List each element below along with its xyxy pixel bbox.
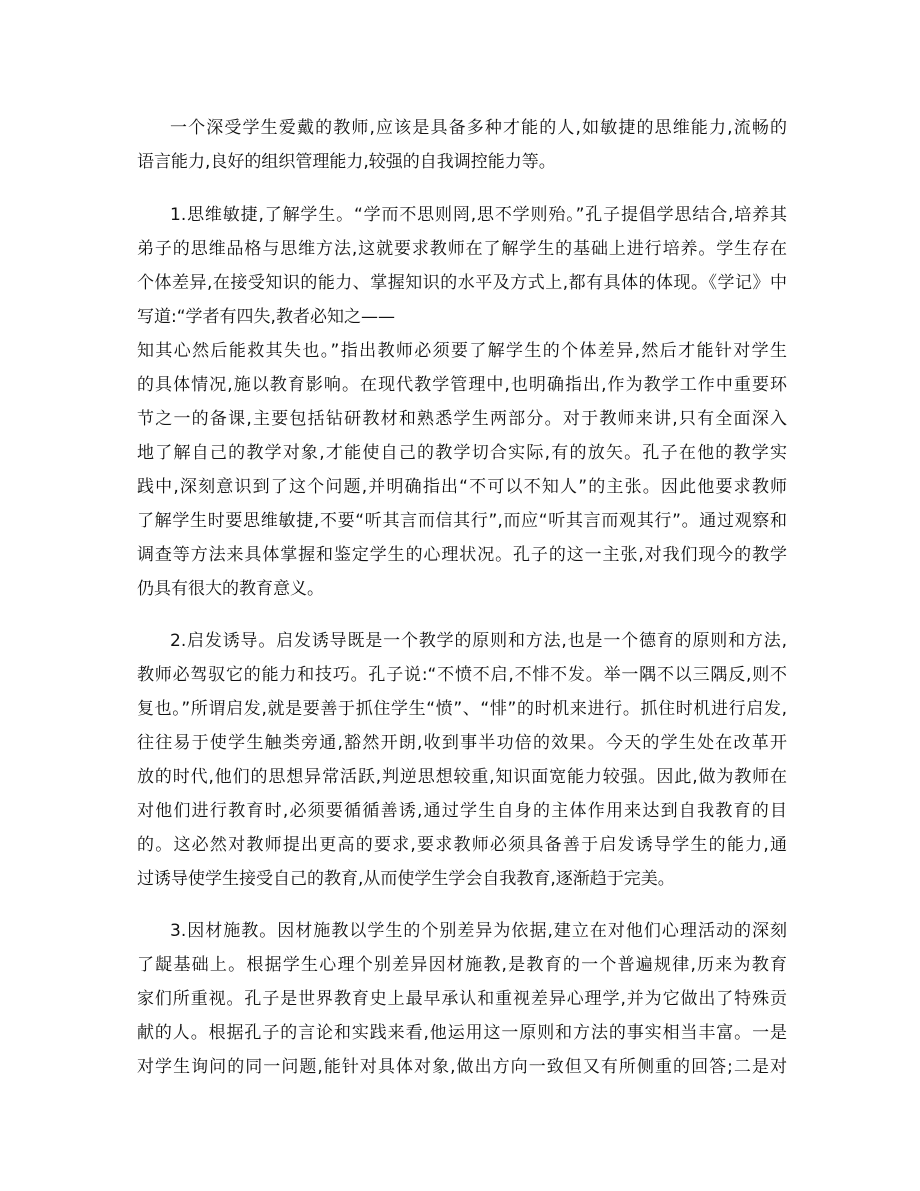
paragraph-4-line-5: 对学生询问的同一问题,能针对具体对象,做出方向一致但又有所侧重的回答;二是对 <box>137 1057 787 1077</box>
paragraph-3-line-7: 的。这必然对教师提出更高的要求,要求教师必须具备善于启发诱导学生的能力,通 <box>137 835 787 855</box>
paragraph-2-line-5: 知其心然后能救其失也。”指出教师必须要了解学生的个体差异,然后才能针对学生 <box>137 341 787 361</box>
paragraph-3-line-1: 2.启发诱导。启发诱导既是一个教学的原则和方法,也是一个德育的原则和方法, <box>170 631 787 651</box>
paragraph-3-line-6: 对他们进行教育时,必须要循循善诱,通过学生自身的主体作用来达到自我教育的目 <box>137 801 787 821</box>
paragraph-3-line-5: 放的时代,他们的思想异常活跃,判逆思想较重,知识面宽能力较强。因此,做为教师在 <box>137 767 787 787</box>
paragraph-2-line-10: 了解学生时要思维敏捷,不要“听其言而信其行”,而应“听其言而观其行”。通过观察和 <box>137 511 787 531</box>
paragraph-2-line-12: 仍具有很大的教育意义。 <box>137 579 324 599</box>
paragraph-2-line-4: 写道:“学者有四失,教者必知之—— <box>137 307 395 327</box>
paragraph-1-line-2: 语言能力,良好的组织管理能力,较强的自我调控能力等。 <box>137 152 556 172</box>
paragraph-4-line-4: 献的人。根据孔子的言论和实践来看,他运用这一原则和方法的事实相当丰富。一是 <box>137 1023 787 1043</box>
paragraph-3-line-2: 教师必驾驭它的能力和技巧。孔子说:“不愤不启,不悱不发。举一隅不以三隅反,则不 <box>137 665 787 685</box>
paragraph-2-line-3: 个体差异,在接受知识的能力、掌握知识的水平及方式上,都有具体的体现。《学记》中 <box>137 273 787 293</box>
paragraph-4-line-3: 家们所重视。孔子是世界教育史上最早承认和重视差异心理学,并为它做出了特殊贡 <box>137 989 787 1009</box>
paragraph-2-line-8: 地了解自己的教学对象,才能使自己的教学切合实际,有的放矢。孔子在他的教学实 <box>137 443 787 463</box>
paragraph-1-line-1: 一个深受学生爱戴的教师,应该是具备多种才能的人,如敏捷的思维能力,流畅的 <box>170 118 787 138</box>
paragraph-2-line-7: 节之一的备课,主要包括钻研教材和熟悉学生两部分。对于教师来讲,只有全面深入 <box>137 409 787 429</box>
paragraph-4-line-1: 3.因材施教。因材施教以学生的个别差异为依据,建立在对他们心理活动的深刻 <box>170 921 787 941</box>
paragraph-4-line-2: 了龊基础上。根据学生心理个别差异因材施教,是教育的一个普遍规律,历来为教育 <box>137 955 787 975</box>
paragraph-2-line-6: 的具体情况,施以教育影响。在现代教学管理中,也明确指出,作为教学工作中重要环 <box>137 375 787 395</box>
paragraph-2-line-2: 弟子的思维品格与思维方法,这就要求教师在了解学生的基础上进行培养。学生存在 <box>137 239 787 259</box>
paragraph-2-line-9: 践中,深刻意识到了这个问题,并明确指出“不可以不知人”的主张。因此他要求教师 <box>137 477 787 497</box>
paragraph-2-line-1: 1.思维敏捷,了解学生。“学而不思则罔,思不学则殆。”孔子提倡学思结合,培养其 <box>170 205 787 225</box>
paragraph-2-line-11: 调查等方法来具体掌握和鉴定学生的心理状况。孔子的这一主张,对我们现今的教学 <box>137 545 787 565</box>
paragraph-3-line-4: 往往易于使学生触类旁通,豁然开朗,收到事半功倍的效果。今天的学生处在改革开 <box>137 733 787 753</box>
paragraph-3-line-8: 过诱导使学生接受自己的教育,从而使学生学会自我教育,逐渐趋于完美。 <box>137 869 675 889</box>
paragraph-3-line-3: 复也。”所谓启发,就是要善于抓住学生“愤”、“悱”的时机来进行。抓住时机进行启发, <box>137 699 787 719</box>
